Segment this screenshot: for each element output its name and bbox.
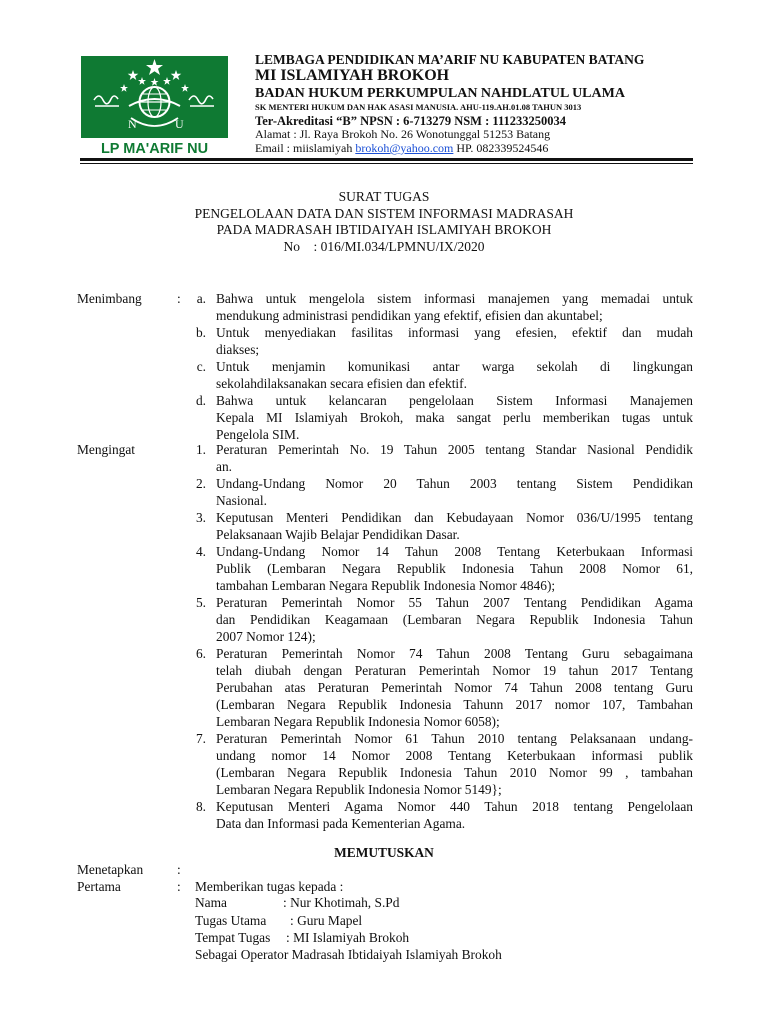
field-label-main-task: Tugas Utama — [195, 913, 267, 928]
mengingat-item-text: Peraturan Pemerintah Nomor 74 Tahun 2008 Tentang Guru sebagaimana — [216, 646, 693, 661]
menimbang-item-text: Pengelola SIM. — [216, 427, 300, 442]
field-label-workplace: Tempat Tugas — [195, 930, 271, 945]
menimbang-item-text: Kepala MI Islamiyah Brokoh, maka sangat perlu memberikan tugas untuk — [216, 410, 693, 425]
mengingat-item-text: (Lembaran Negara Republik Indonesia Tahunn 2017 nomor 107, Tambahan — [216, 697, 693, 712]
assignment-closing: Sebagai Operator Madrasah Ibtidaiyah Islamiyah Brokoh — [195, 947, 502, 962]
decree-line: SK MENTERI HUKUM DAN HAK ASASI MANUSIA. AHU-119.AH.01.08 TAHUN 3013 — [255, 102, 582, 112]
mengingat-item-marker: 5. — [195, 595, 206, 610]
logo-caption: LP MA'ARIF NU — [81, 138, 228, 160]
mengingat-item-text: (Lembaran Negara Republik Indonesia Tahun 2010 Nomor 99 , tambahan — [216, 765, 693, 780]
menimbang-item-text: sekolahdilaksanakan secara efisien dan efektif. — [216, 376, 467, 391]
accreditation-line: Ter-Akreditasi “B” NPSN : 6-713279 NSM : 111233250034 — [255, 114, 566, 128]
field-value-workplace: : MI Islamiyah Brokoh — [286, 930, 410, 945]
mengingat-item-text: Publik (Lembaran Negara Republik Indonesia Tahun 2008 Nomor 61, — [216, 561, 693, 576]
field-label-name: Nama — [195, 895, 227, 910]
letterhead-rule-thin — [80, 163, 693, 164]
mengingat-item-marker: 8. — [195, 799, 206, 814]
mengingat-item-text: Lembaran Negara Republik Indonesia Nomor 5149}; — [216, 782, 502, 797]
mengingat-label: Mengingat — [77, 442, 136, 457]
mengingat-item-text: Nasional. — [216, 493, 267, 508]
mengingat-item-text: telah diubah dengan Peraturan Pemerintah Nomor 19 tahun 2017 Tentang — [216, 663, 693, 678]
menimbang-item-text: mendukung administrasi pendidikan yang efektif, efisien dan akuntabel; — [216, 308, 603, 323]
address-line: Alamat : Jl. Raya Brokoh No. 26 Wonotunggal 51253 Batang — [255, 127, 551, 141]
mengingat-item-text: Peraturan Pemerintah Nomor 61 Tahun 2010 tentang Pelaksanaan undang- — [216, 731, 693, 746]
menimbang-item-marker: d. — [195, 393, 206, 408]
mengingat-item-text: Keputusan Menteri Agama Nomor 440 Tahun 2018 tentang Pengelolaan — [216, 799, 693, 814]
mengingat-item-marker: 7. — [195, 731, 206, 746]
document-number: No : 016/MI.034/LPMNU/IX/2020 — [283, 239, 485, 254]
mengingat-item-text: dan Pendidikan Keagamaan (Lembaran Negara Republik Indonesia Tahun — [216, 612, 693, 627]
mengingat-item-marker: 2. — [195, 476, 206, 491]
document-subtitle-2: PADA MADRASAH IBTIDAIYAH ISLAMIYAH BROKOH — [216, 222, 552, 237]
lp-maarif-nu-logo — [81, 56, 228, 160]
mengingat-item-text: Lembaran Negara Republik Indonesia Nomor 6058); — [216, 714, 500, 729]
nu-globe-emblem-icon — [81, 56, 228, 138]
document-subtitle-1: PENGELOLAAN DATA DAN SISTEM INFORMASI MADRASAH — [194, 206, 574, 221]
mengingat-item-text: an. — [216, 459, 232, 474]
mengingat-item-text: tambahan Lembaran Negara Republik Indonesia Nomor 4846); — [216, 578, 556, 593]
letterhead-rule-thick — [80, 158, 693, 161]
email-link[interactable]: brokoh@yahoo.com — [355, 141, 454, 155]
mengingat-item-text: Perubahan atas Peraturan Pemerintah Nomor 74 Tahun 2008 tentang Guru — [216, 680, 693, 695]
mengingat-item-marker: 4. — [195, 544, 206, 559]
menimbang-item-marker: c. — [196, 359, 206, 374]
mengingat-item-text: Undang-Undang Nomor 20 Tahun 2003 tentang Sistem Pendidikan — [216, 476, 693, 491]
decision-heading: MEMUTUSKAN — [334, 845, 434, 860]
menetapkan-label: Menetapkan — [77, 862, 144, 877]
mengingat-item-text: Keputusan Menteri Pendidikan dan Kebudayaan Nomor 036/U/1995 tentang — [216, 510, 693, 525]
menimbang-item-text: Bahwa untuk mengelola sistem informasi manajemen yang memadai untuk — [216, 291, 693, 306]
mengingat-item-marker: 1. — [195, 442, 206, 457]
menimbang-item-text: Untuk menyediakan fasilitas informasi yang efesien, efektif dan mudah — [216, 325, 693, 340]
mengingat-item-text: Peraturan Pemerintah No. 19 Tahun 2005 tentang Standar Nasional Pendidik — [216, 442, 693, 457]
pertama-label: Pertama — [77, 879, 121, 894]
menimbang-item-marker: a. — [196, 291, 206, 306]
legal-body: BADAN HUKUM PERKUMPULAN NAHDLATUL ULAMA — [255, 86, 625, 101]
mengingat-item-text: Undang-Undang Nomor 14 Tahun 2008 Tentang Keterbukaan Informasi — [216, 544, 693, 559]
mengingat-item-text: 2007 Nomor 124); — [216, 629, 316, 644]
menimbang-label: Menimbang — [77, 291, 142, 306]
menimbang-item-text: diakses; — [216, 342, 260, 357]
institution-name: LEMBAGA PENDIDIKAN MA’ARIF NU KABUPATEN BATANG — [255, 52, 645, 67]
logo-letter-n: N — [128, 117, 137, 131]
pertama-colon: : — [177, 879, 181, 894]
menimbang-colon: : — [177, 291, 181, 306]
document-title: SURAT TUGAS — [338, 189, 430, 204]
email-label: Email : miislamiyah — [255, 141, 356, 155]
menimbang-item-marker: b. — [195, 325, 206, 340]
assignment-intro: Memberikan tugas kepada : — [195, 879, 344, 894]
contact-line — [255, 142, 548, 154]
mengingat-item-text: Pelaksanaan Wajib Belajar Pendidikan Dasar. — [216, 527, 460, 542]
field-value-main-task: : Guru Mapel — [290, 913, 363, 928]
mengingat-item-text: Data dan Informasi pada Kementerian Agama. — [216, 816, 466, 831]
phone-text: HP. 082339524546 — [453, 141, 549, 155]
menimbang-item-text: Bahwa untuk kelancaran pengelolaan Sistem Informasi Manajemen — [216, 393, 693, 408]
mengingat-item-text: undang nomor 14 Nomor 2008 Tentang Keterbukaan informasi publik — [216, 748, 693, 763]
menimbang-item-text: Untuk menjamin komunikasi antar warga sekolah di lingkungan — [216, 359, 693, 374]
logo-letter-u: U — [175, 117, 184, 131]
mengingat-item-marker: 3. — [195, 510, 206, 525]
field-value-name: : Nur Khotimah, S.Pd — [283, 895, 400, 910]
mengingat-item-marker: 6. — [195, 646, 206, 661]
menetapkan-colon: : — [177, 862, 181, 877]
mengingat-item-text: Peraturan Pemerintah Nomor 55 Tahun 2007 Tentang Pendidikan Agama — [216, 595, 693, 610]
school-name: MI ISLAMIYAH BROKOH — [255, 67, 450, 84]
